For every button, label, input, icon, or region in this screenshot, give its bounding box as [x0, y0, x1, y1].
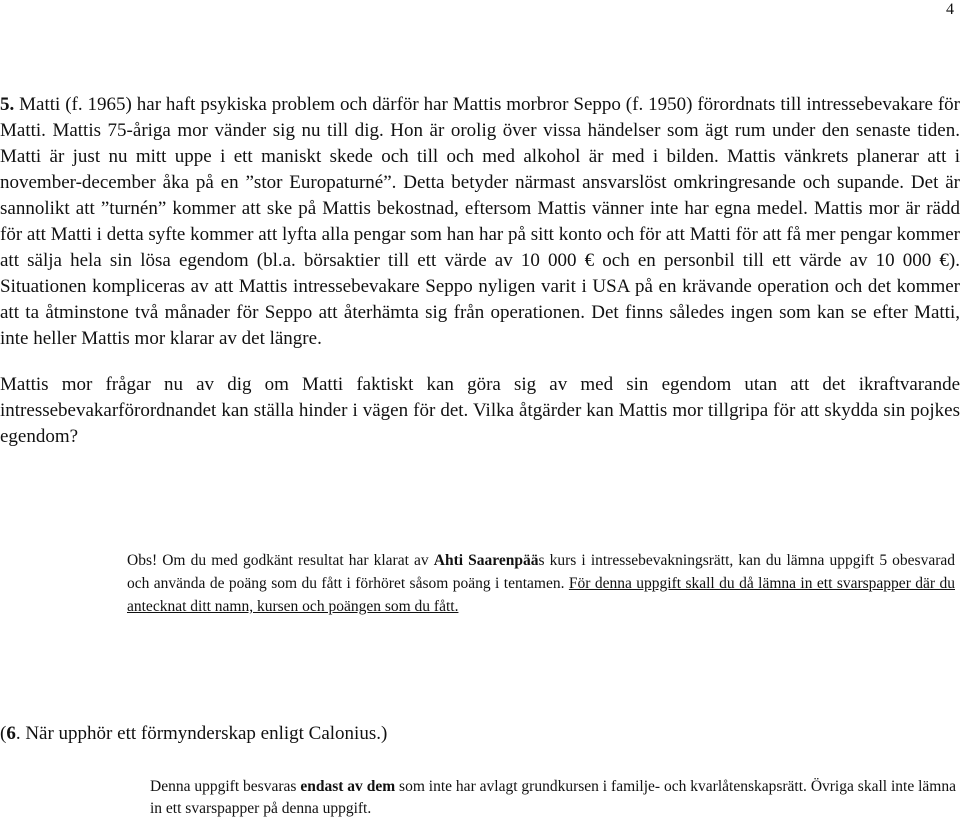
question-5-text: Matti (f. 1965) har haft psykiska problem och därför har Mattis morbror Seppo (f. 1950) förordnats till intressebevakare för Matti. Mattis 75-åriga mor vänder sig nu till dig. Hon är orolig över vissa händelser som ägt rum under den senaste tiden. Matti är just nu mitt uppe i ett maniskt skede och till och med alkohol är med i bilden. Mattis vänkrets planerar att i november-december åka på en ”stor Europaturné”. Detta betyder närmast ansvarslöst omkringresande och supande. Det är sannolikt att ”turnén” kommer att ske på Mattis bekostnad, eftersom Mattis vänner inte har egna medel. Mattis mor är rädd för att Matti i detta syfte kommer att lyfta alla pengar som han har på sitt konto och för att Matti för att få mer pengar kommer att sälja hela sin lösa egendom (bl.a. börsaktier till ett värde av 10 000 € och en personbil till ett värde av 10 000 €). Situationen kompliceras av att Mattis intressebevakare Seppo nyligen varit i USA på en krävande operation och det kommer att ta åtminstone två månader för Seppo att återhämta sig från operationen. Det finns således ingen som kan se efter Matti, inte heller Mattis mor klarar av det längre. — [0, 94, 960, 349]
q6-note-lead: Denna uppgift besvaras — [150, 778, 301, 795]
obs-underlined-instruction: För denna uppgift skall du då lämna in ett svarspapper där du antecknat ditt namn, kursen och poängen som du fått. — [127, 575, 955, 615]
page-number: 4 — [946, 1, 954, 18]
obs-middle: s kurs i intressebevakningsrätt, kan du lämna uppgift 5 obesvarad och använda de poäng som du fått i förhöret såsom poäng i tentamen. — [127, 552, 956, 592]
question-5-paragraph-1 — [0, 92, 960, 352]
question-6-note — [150, 776, 956, 820]
question-6-number: 6 — [6, 723, 16, 744]
question-6-text: . När upphör ett förmynderskap enligt Calonius.) — [15, 723, 388, 744]
q6-note-bold: endast av dem — [300, 778, 396, 795]
question-5-number: 5. — [0, 94, 15, 115]
question-5 — [0, 92, 960, 450]
obs-lead: Obs! Om du med godkänt resultat har klarat av — [127, 552, 434, 569]
obs-teacher-name: Ahti Saarenpää — [433, 552, 539, 569]
question-5-paragraph-2: Mattis mor frågar nu av dig om Matti faktiskt kan göra sig av med sin egendom utan att det ikraftvarande intressebevakarförordnandet kan ställa hinder i vägen för det. Vilka åtgärder kan Mattis mor tillgripa för att skydda sin pojkes egendom? — [0, 374, 960, 447]
obs-note — [127, 549, 955, 618]
question-6-open-paren: ( — [0, 723, 7, 744]
question-6 — [0, 721, 387, 747]
q6-note-rest: som inte har avlagt grundkursen i familje- och kvarlåtenskapsrätt. Övriga skall inte lämna in ett svarspapper på denna uppgift. — [150, 778, 956, 817]
